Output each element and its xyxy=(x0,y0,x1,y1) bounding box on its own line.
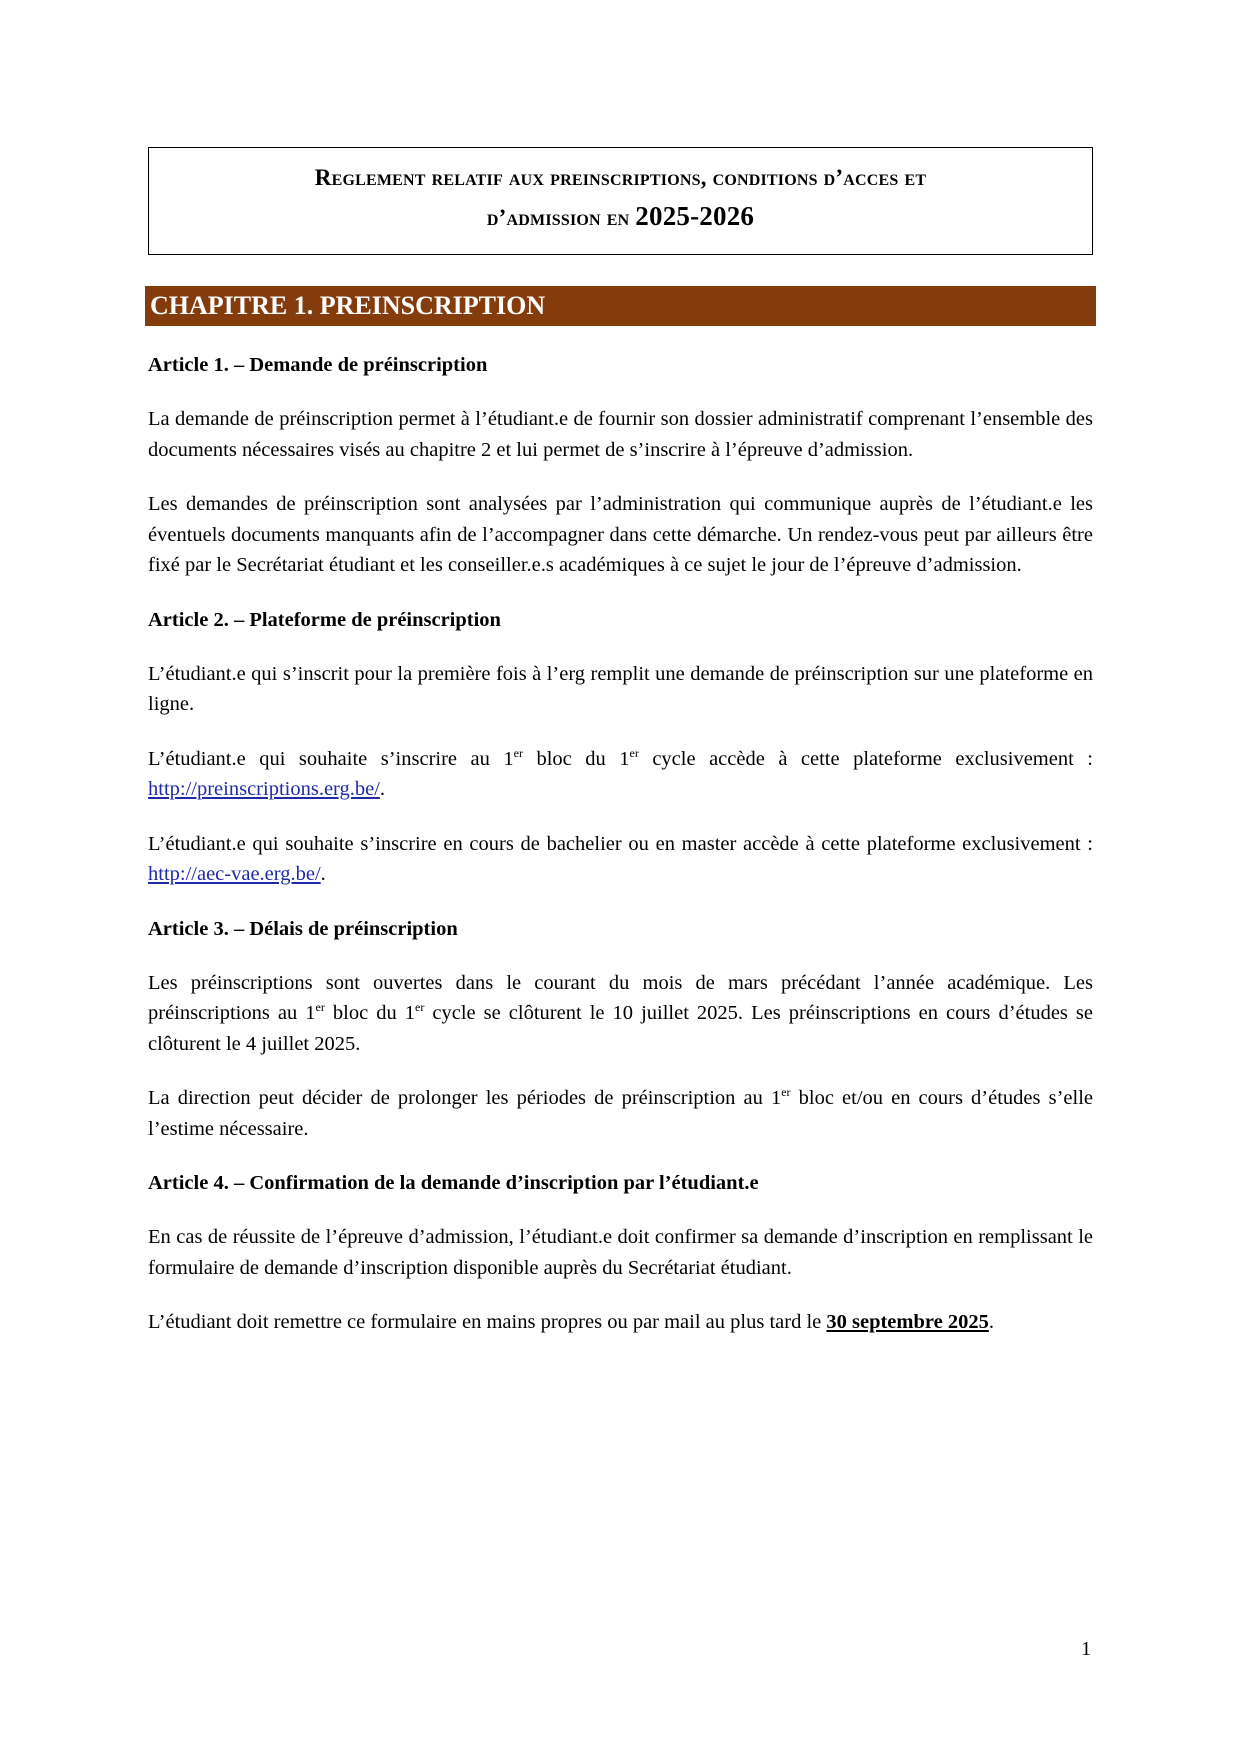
text-span: bloc du 1 xyxy=(522,747,630,770)
document-title-line-2-text: d’admission en xyxy=(486,205,630,230)
superscript: er xyxy=(415,1000,425,1015)
text-span: La direction peut décider de prolonger les périodes de préinscription au 1 xyxy=(148,1087,782,1109)
article-3-heading: Article 3. – Délais de préinscription xyxy=(148,917,458,940)
text-span: . xyxy=(320,863,326,885)
article-2-paragraph-2 xyxy=(148,744,1093,805)
superscript: er xyxy=(513,745,523,760)
document-body xyxy=(148,350,1093,1362)
document-title-line-2 xyxy=(149,197,1092,237)
text-span: cycle accède à cette plateforme exclusivement : xyxy=(638,747,1093,770)
article-4-paragraph-1: En cas de réussite de l’épreuve d’admission, l’étudiant.e doit confirmer sa demande d’inscription en remplissant le formulaire de demande d’inscription disponible auprès du Secrétariat étudiant. xyxy=(148,1226,1093,1279)
text-span: bloc du 1 xyxy=(324,1002,416,1024)
preinscriptions-link[interactable]: http://preinscriptions.erg.be/ xyxy=(148,778,380,800)
article-4-paragraph-2 xyxy=(148,1307,1093,1338)
article-3-paragraph-1 xyxy=(148,968,1093,1060)
text-span: L’étudiant doit remettre ce formulaire en mains propres ou par mail au plus tard le xyxy=(148,1311,827,1333)
text-span: Les préinscriptions sont ouvertes dans le courant du mois de mars précédant l’année académique. Les préinscriptions au 1 xyxy=(148,971,1093,1024)
article-2-paragraph-1: L’étudiant.e qui s’inscrit pour la première fois à l’erg remplit une demande de préinscription sur une plateforme en ligne. xyxy=(148,662,1093,715)
document-title-line-1: Reglement relatif aux preinscriptions, conditions d’acces et xyxy=(314,165,927,190)
article-1-paragraph-1: La demande de préinscription permet à l’étudiant.e de fournir son dossier administratif comprenant l’ensemble des documents nécessaires visés au chapitre 2 et lui permet de s’inscrire à l’épreuve d’admission. xyxy=(148,408,1093,461)
text-span: bloc et/ou en cours d’études s’elle l’estime nécessaire. xyxy=(148,1087,1093,1140)
document-title-year: 2025-2026 xyxy=(635,201,755,231)
article-1-heading: Article 1. – Demande de préinscription xyxy=(148,354,488,376)
text-span: cycle se clôturent le 10 juillet 2025. Les préinscriptions en cours d’études se clôturent le 4 juillet 2025. xyxy=(148,1002,1094,1055)
article-4-heading: Article 4. – Confirmation de la demande d’inscription par l’étudiant.e xyxy=(148,1172,759,1194)
superscript: er xyxy=(781,1085,791,1100)
chapter-heading: CHAPITRE 1. PREINSCRIPTION xyxy=(145,286,1096,326)
text-span: . xyxy=(988,1311,994,1333)
superscript: er xyxy=(629,745,639,760)
text-span: L’étudiant.e qui souhaite s’inscrire au 1 xyxy=(148,747,514,770)
text-span: L’étudiant.e qui souhaite s’inscrire en cours de bachelier ou en master accède à cette plateforme exclusivement : xyxy=(148,832,1093,855)
article-1-paragraph-2: Les demandes de préinscription sont analysées par l’administration qui communique auprès de l’étudiant.e les éventuels documents manquants afin de l’accompagner dans cette démarche. Un rendez-vous peut par ailleurs être fixé par le Secrétariat étudiant et les conseiller.e.s académiques à ce sujet le jour de l’épreuve d’admission. xyxy=(148,493,1093,576)
article-2-paragraph-3 xyxy=(148,829,1093,890)
aec-vae-link[interactable]: http://aec-vae.erg.be/ xyxy=(148,863,321,885)
deadline-date: 30 septembre 2025 xyxy=(826,1311,989,1333)
article-3-paragraph-2 xyxy=(148,1083,1093,1144)
page-number: 1 xyxy=(1081,1638,1092,1660)
document-title-box xyxy=(148,147,1093,255)
superscript: er xyxy=(315,1000,325,1015)
text-span: . xyxy=(379,778,386,800)
article-2-heading: Article 2. – Plateforme de préinscription xyxy=(148,608,501,631)
